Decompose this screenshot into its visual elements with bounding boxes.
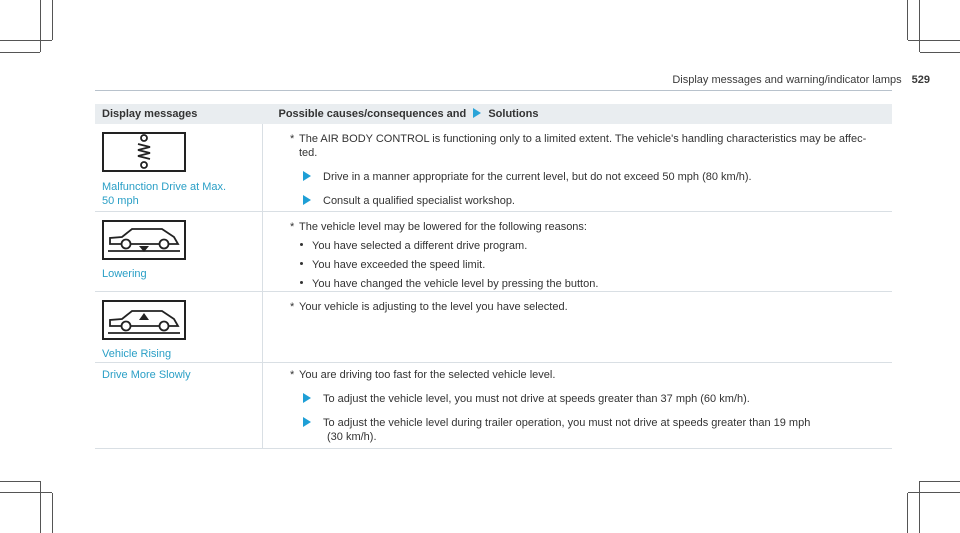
- crop-mark: [52, 0, 53, 40]
- asterisk: *: [290, 368, 295, 381]
- crop-mark: [52, 493, 53, 533]
- arrow-icon: [303, 171, 311, 181]
- message-text: Lowering: [102, 267, 147, 280]
- vehicle-lowering-icon: [102, 220, 186, 260]
- list-item: [277, 258, 892, 272]
- solution-step: [277, 170, 892, 184]
- crop-mark: [920, 481, 960, 482]
- cause-text: [277, 292, 892, 314]
- col-header-causes: [263, 104, 893, 124]
- arrow-icon: [303, 417, 311, 427]
- cause-text: [277, 124, 892, 160]
- table-row: [95, 291, 892, 362]
- col-header-solutions-label: Solutions: [488, 108, 539, 120]
- message-text: Vehicle Rising: [102, 347, 172, 360]
- cause-cell: [263, 362, 893, 448]
- crop-mark: [907, 493, 908, 533]
- asterisk: *: [290, 133, 295, 145]
- crop-mark: [0, 492, 52, 493]
- page-number: 529: [911, 74, 930, 86]
- step-text: Drive in a manner appropriate for the current level, but do not exceed 50 mph (80 km/h).: [323, 171, 752, 183]
- section-title: Display messages and warning/indicator lamps: [672, 74, 902, 86]
- running-header: [560, 74, 930, 86]
- cause-line: ted.: [299, 147, 318, 159]
- crop-mark: [40, 0, 41, 52]
- crop-mark: [919, 481, 920, 533]
- cause-line: The AIR BODY CONTROL is functioning only to a limited extent. The vehicle's handling characteristics may be affec-: [299, 133, 867, 145]
- cause-text: [277, 363, 892, 382]
- cause-line: The vehicle level may be lowered for the following reasons:: [299, 220, 587, 233]
- crop-mark: [920, 52, 960, 53]
- crop-mark: [908, 492, 960, 493]
- crop-mark: [907, 0, 908, 40]
- asterisk: *: [290, 220, 295, 233]
- solution-step: [277, 194, 892, 208]
- bullet-text: You have changed the vehicle level by pressing the button.: [312, 277, 599, 290]
- step-text: To adjust the vehicle level during trailer operation, you must not drive at speeds greater than 19 mph: [323, 416, 811, 429]
- list-item: [277, 239, 892, 253]
- cause-cell: [263, 291, 893, 362]
- list-item: [277, 277, 892, 291]
- message-cell: [95, 124, 263, 211]
- arrow-icon: [473, 108, 481, 118]
- display-messages-table: [95, 104, 892, 449]
- bullet-text: You have exceeded the speed limit.: [312, 258, 486, 271]
- arrow-icon: [303, 195, 311, 205]
- message-text: [102, 180, 262, 208]
- message-line: 50 mph: [102, 195, 139, 207]
- arrow-icon: [303, 393, 311, 403]
- solution-step: [277, 392, 892, 406]
- bullet-icon: [300, 262, 303, 265]
- col-header-causes-label: Possible causes/consequences and: [278, 108, 467, 120]
- cause-text: [277, 212, 892, 234]
- crop-mark: [0, 52, 40, 53]
- cause-line: You are driving too fast for the selected vehicle level.: [299, 368, 556, 381]
- cause-line: Your vehicle is adjusting to the level you have selected.: [299, 300, 568, 313]
- table-row: [95, 211, 892, 291]
- table-header-row: [95, 104, 892, 124]
- solution-step: [277, 416, 892, 430]
- message-text: Drive More Slowly: [102, 368, 191, 381]
- air-suspension-icon: [102, 132, 186, 172]
- col-header-display-messages: Display messages: [95, 104, 263, 124]
- message-cell: [95, 291, 263, 362]
- crop-mark: [40, 481, 41, 533]
- crop-mark: [919, 0, 920, 52]
- step-text: To adjust the vehicle level, you must not drive at speeds greater than 37 mph (60 km/h).: [323, 392, 750, 405]
- bullet-icon: [300, 243, 303, 246]
- asterisk: *: [290, 300, 295, 313]
- vehicle-rising-icon: [102, 300, 186, 340]
- bullet-icon: [300, 281, 303, 284]
- message-cell: [95, 211, 263, 291]
- cause-cell: [263, 211, 893, 291]
- table-row: [95, 124, 892, 211]
- step-text-continued: (30 km/h).: [327, 430, 377, 443]
- crop-mark: [0, 40, 52, 41]
- header-rule: [95, 90, 892, 91]
- crop-mark: [908, 40, 960, 41]
- crop-mark: [0, 481, 40, 482]
- message-cell: [95, 362, 263, 448]
- cause-cell: [263, 124, 893, 211]
- bullet-text: You have selected a different drive program.: [312, 239, 528, 252]
- message-line: Malfunction Drive at Max.: [102, 181, 227, 193]
- table-row: [95, 362, 892, 448]
- step-text: Consult a qualified specialist workshop.: [323, 195, 515, 207]
